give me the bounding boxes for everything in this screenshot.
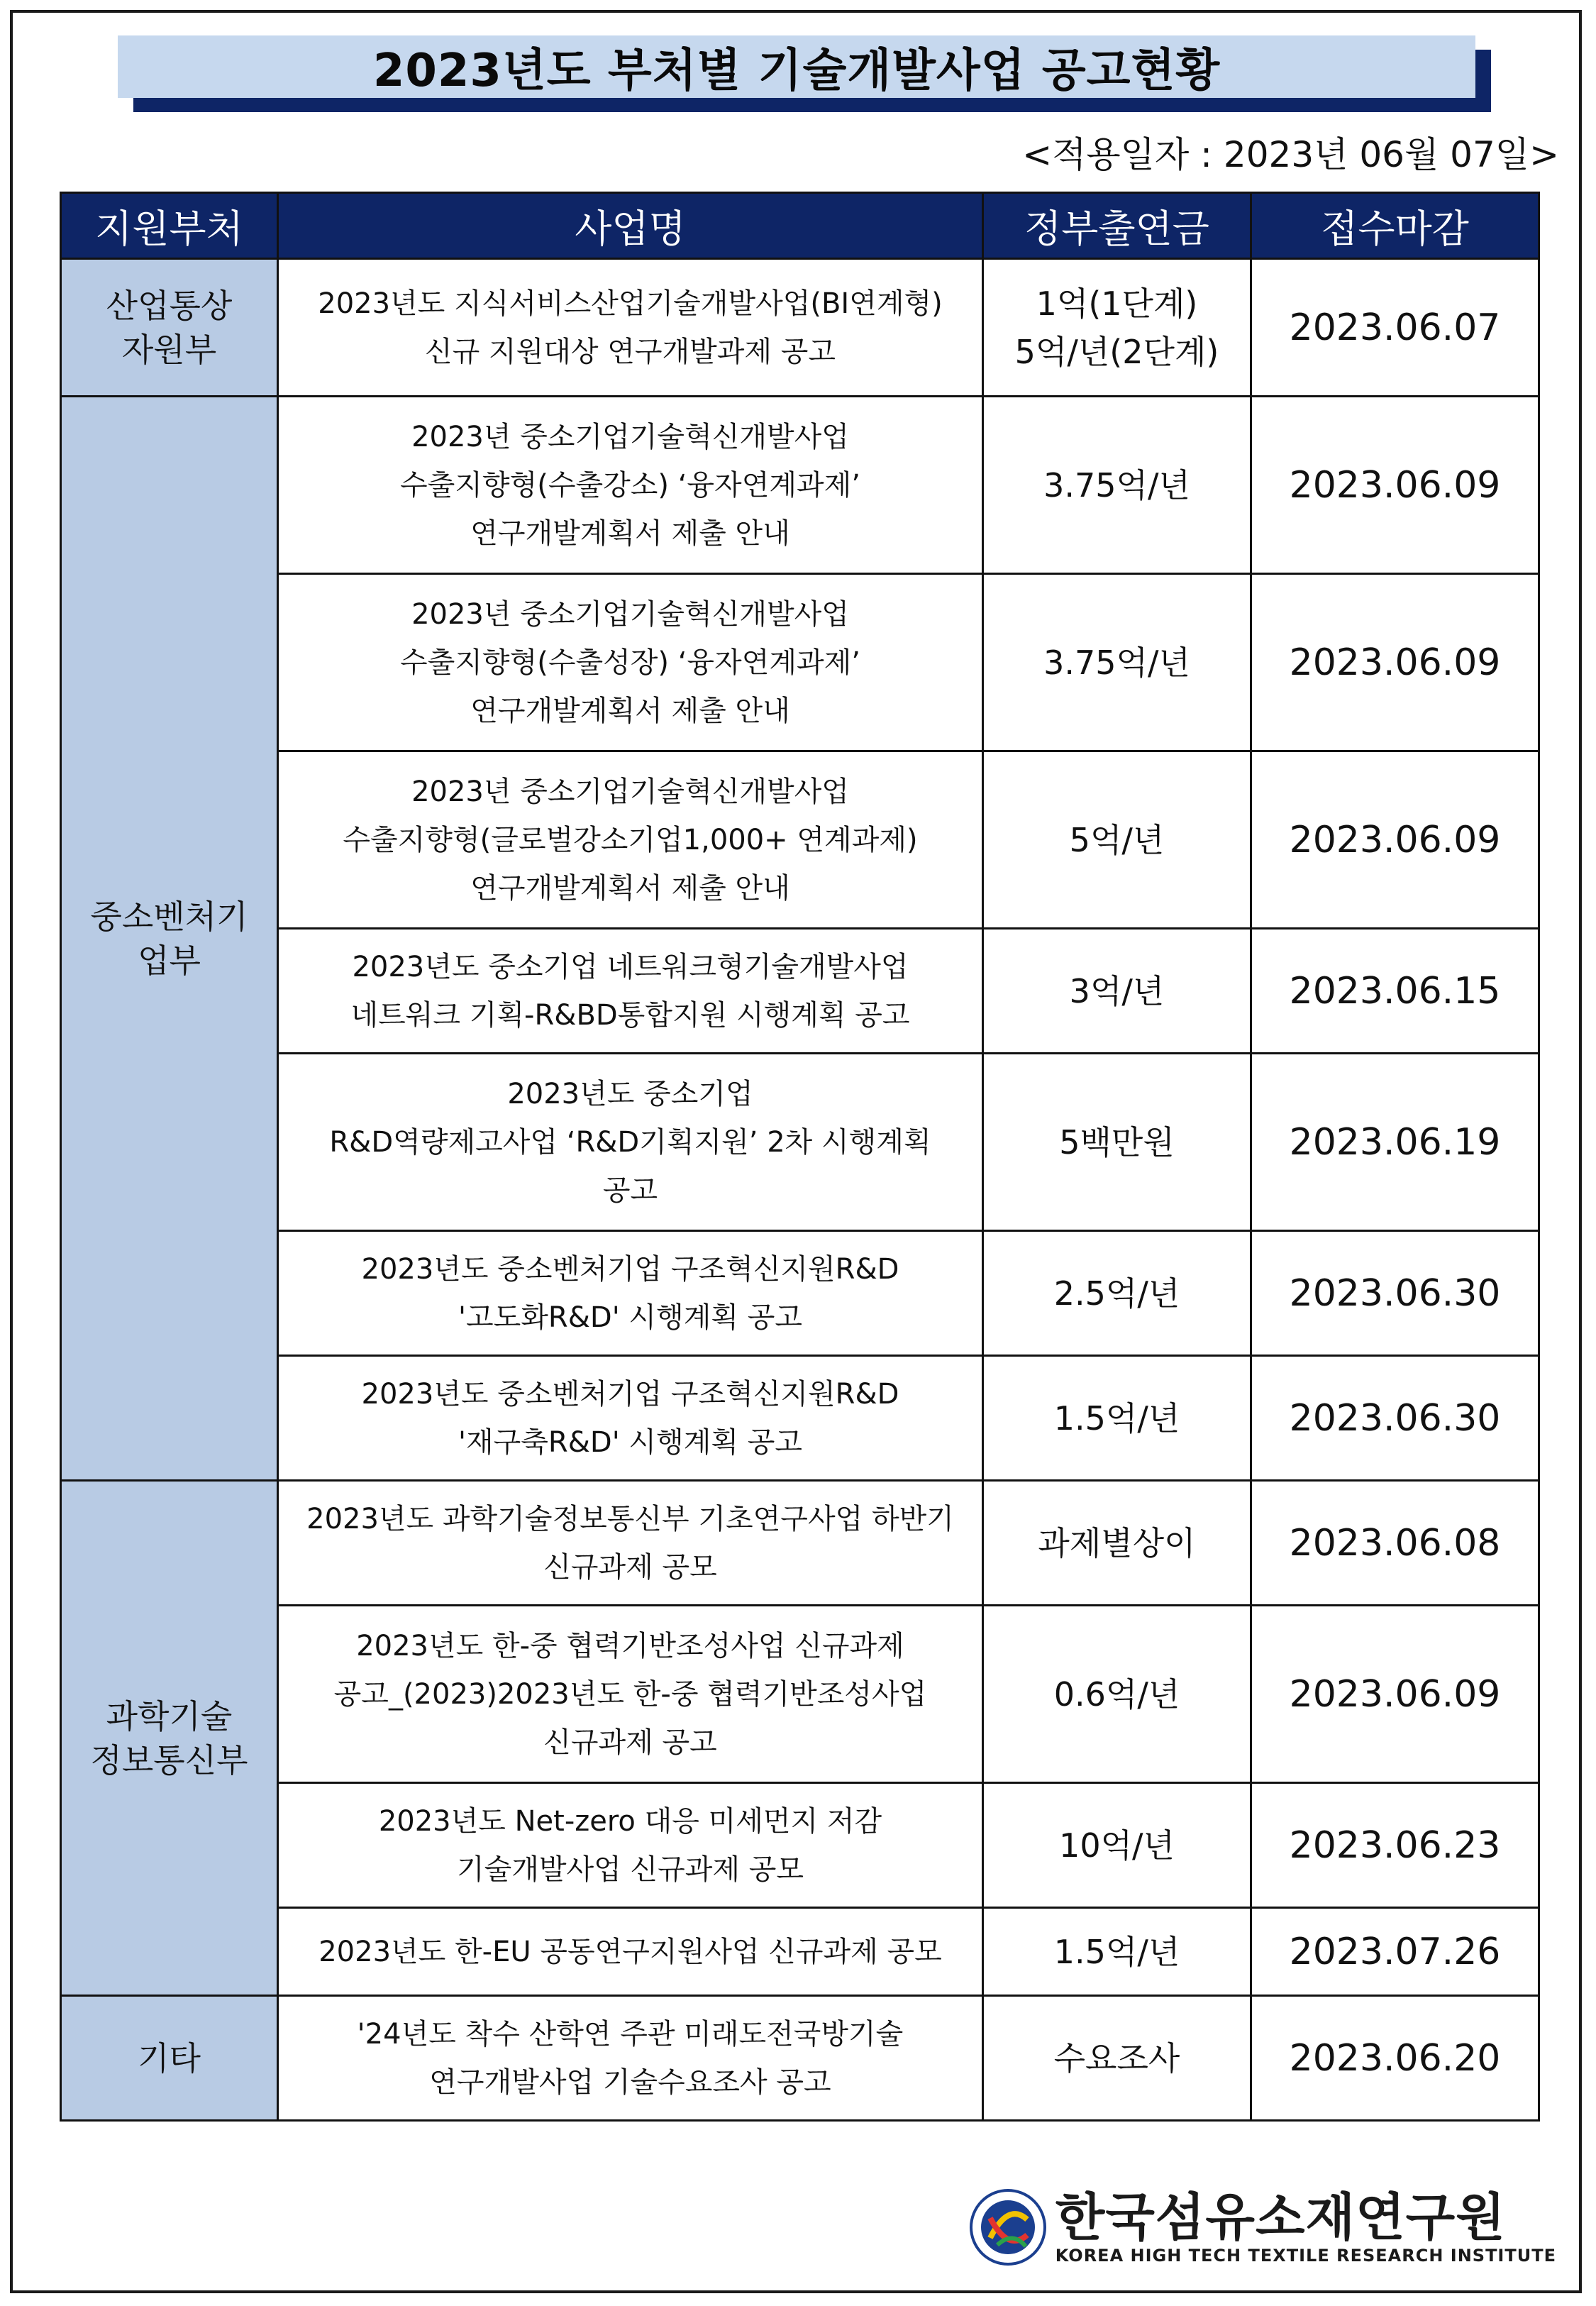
project-cell: 2023년도 중소벤처기업 구조혁신지원R&D '고도화R&D' 시행계획 공고 (278, 1231, 983, 1356)
deadline-cell: 2023.06.09 (1251, 574, 1539, 751)
deadline-cell: 2023.06.20 (1251, 1996, 1539, 2121)
table-row (61, 574, 1539, 751)
amount-cell: 1억(1단계) 5억/년(2단계) (983, 259, 1251, 397)
amount-cell: 3.75억/년 (983, 574, 1251, 751)
project-cell: 2023년도 중소기업 R&D역량제고사업 ‘R&D기획지원’ 2차 시행계획 공고 (278, 1054, 983, 1231)
project-cell: 2023년도 한-EU 공동연구지원사업 신규과제 공모 (278, 1908, 983, 1996)
dept-cell: 기타 (61, 1996, 278, 2121)
deadline-cell: 2023.06.19 (1251, 1054, 1539, 1231)
table-row (61, 1231, 1539, 1356)
header-dept: 지원부처 (61, 193, 278, 259)
amount-cell: 10억/년 (983, 1783, 1251, 1908)
institute-logo (969, 2188, 1556, 2266)
amount-cell: 1.5억/년 (983, 1908, 1251, 1996)
deadline-cell: 2023.06.30 (1251, 1231, 1539, 1356)
table-row (61, 1996, 1539, 2121)
deadline-cell: 2023.06.07 (1251, 259, 1539, 397)
deadline-cell: 2023.06.23 (1251, 1783, 1539, 1908)
table-row (61, 1606, 1539, 1783)
table-row (61, 1783, 1539, 1908)
amount-cell: 수요조사 (983, 1996, 1251, 2121)
table-row (61, 259, 1539, 397)
header-deadline: 접수마감 (1251, 193, 1539, 259)
project-cell: 2023년도 중소벤처기업 구조혁신지원R&D '재구축R&D' 시행계획 공고 (278, 1356, 983, 1481)
amount-cell: 2.5억/년 (983, 1231, 1251, 1356)
table-row (61, 1356, 1539, 1481)
amount-cell: 1.5억/년 (983, 1356, 1251, 1481)
amount-cell: 5억/년 (983, 751, 1251, 929)
logo-name-kr: 한국섬유소재연구원 (1055, 2188, 1506, 2247)
deadline-cell: 2023.06.09 (1251, 751, 1539, 929)
table-row (61, 397, 1539, 574)
project-cell: 2023년도 지식서비스산업기술개발사업(BI연계형) 신규 지원대상 연구개발과제 공고 (278, 259, 983, 397)
dept-cell: 산업통상 자원부 (61, 259, 278, 397)
amount-cell: 0.6억/년 (983, 1606, 1251, 1783)
deadline-cell: 2023.06.15 (1251, 929, 1539, 1054)
amount-cell: 3억/년 (983, 929, 1251, 1054)
amount-cell: 3.75억/년 (983, 397, 1251, 574)
deadline-cell: 2023.06.09 (1251, 397, 1539, 574)
deadline-cell: 2023.06.30 (1251, 1356, 1539, 1481)
deadline-cell: 2023.06.09 (1251, 1606, 1539, 1783)
amount-cell: 5백만원 (983, 1054, 1251, 1231)
project-cell: 2023년도 과학기술정보통신부 기초연구사업 하반기 신규과제 공모 (278, 1481, 983, 1606)
project-cell: '24년도 착수 산학연 주관 미래도전국방기술 연구개발사업 기술수요조사 공고 (278, 1996, 983, 2121)
table-row (61, 751, 1539, 929)
dept-cell: 과학기술 정보통신부 (61, 1481, 278, 1996)
institute-emblem-icon (969, 2188, 1047, 2266)
table-row (61, 929, 1539, 1054)
project-cell: 2023년도 한-중 협력기반조성사업 신규과제 공고_(2023)2023년도 한-중 협력기반조성사업 신규과제 공고 (278, 1606, 983, 1783)
apply-date: <적용일자 : 2023년 06월 07일> (1022, 134, 1559, 175)
header-amount: 정부출연금 (983, 193, 1251, 259)
table-row (61, 1908, 1539, 1996)
project-cell: 2023년 중소기업기술혁신개발사업 수출지향형(수출강소) ‘융자연계과제’ 연구개발계획서 제출 안내 (278, 397, 983, 574)
deadline-cell: 2023.07.26 (1251, 1908, 1539, 1996)
table-header-row (61, 193, 1539, 259)
header-project: 사업명 (278, 193, 983, 259)
deadline-cell: 2023.06.08 (1251, 1481, 1539, 1606)
project-cell: 2023년도 Net-zero 대응 미세먼지 저감 기술개발사업 신규과제 공모 (278, 1783, 983, 1908)
table-row (61, 1481, 1539, 1606)
announcement-table (60, 192, 1540, 2122)
table-row (61, 1054, 1539, 1231)
project-cell: 2023년도 중소기업 네트워크형기술개발사업 네트워크 기획-R&BD통합지원 시행계획 공고 (278, 929, 983, 1054)
page-title: 2023년도 부처별 기술개발사업 공고현황 (118, 35, 1475, 98)
project-cell: 2023년 중소기업기술혁신개발사업 수출지향형(글로벌강소기업1,000+ 연계과제) 연구개발계획서 제출 안내 (278, 751, 983, 929)
amount-cell: 과제별상이 (983, 1481, 1251, 1606)
project-cell: 2023년 중소기업기술혁신개발사업 수출지향형(수출성장) ‘융자연계과제’ 연구개발계획서 제출 안내 (278, 574, 983, 751)
logo-name-en: KOREA HIGH TECH TEXTILE RESEARCH INSTITUTE (1055, 2246, 1556, 2266)
dept-cell: 중소벤처기 업부 (61, 397, 278, 1481)
